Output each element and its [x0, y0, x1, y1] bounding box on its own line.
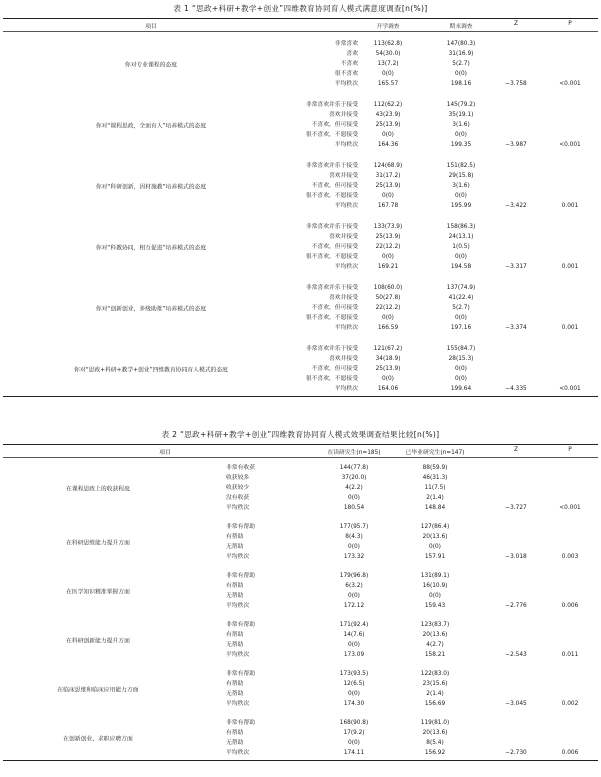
- row-value-col1: 31(17.2): [375, 173, 401, 179]
- row-value-col2: 199.35: [450, 142, 472, 148]
- row-value-col2: 29(15.8): [448, 173, 474, 179]
- row-value-col2: 145(79.2): [446, 102, 476, 108]
- row-p-value: 0.001: [561, 325, 579, 331]
- row-value-col2: 46(31.3): [422, 475, 448, 481]
- table2-header-p: P: [568, 447, 572, 453]
- row-value-col1: 14(7.6): [343, 632, 365, 638]
- row-z-value: −3.018: [505, 554, 527, 560]
- group-label: 你对“思政+科研+教学+创业”四维教育协同育人模式的态度: [74, 367, 228, 374]
- row-value-col1: 179(96.8): [339, 573, 369, 579]
- row-p-value: 0.001: [561, 264, 579, 270]
- row-option: 不喜欢，但可接受: [311, 305, 358, 311]
- row-option: 喜欢并接受: [329, 173, 358, 179]
- row-value-col2: 35(19.1): [448, 112, 474, 118]
- row-value-col2: 0(0): [455, 315, 467, 321]
- table-group: [3, 39, 598, 89]
- group-label: 在科研创新能力提升方面: [66, 638, 130, 645]
- group-label: 你对“创新创业，多级助推”培养模式的态度: [95, 306, 207, 313]
- row-value-col1: 173(93.5): [339, 671, 369, 677]
- table-group: [3, 161, 598, 211]
- table-row: [3, 748, 598, 758]
- table-row: [3, 181, 598, 191]
- row-value-col1: 0(0): [382, 132, 394, 138]
- table-row: [3, 581, 598, 591]
- table-row: [3, 532, 598, 542]
- table2-header-z: Z: [514, 447, 518, 453]
- table-row: [3, 374, 598, 384]
- row-value-col1: 34(18.9): [375, 356, 401, 362]
- row-value-col2: 0(0): [429, 593, 441, 599]
- row-option: 非常喜欢并乐于接受: [305, 346, 358, 352]
- table-group: [3, 100, 598, 150]
- table-row: [3, 728, 598, 738]
- row-option: 非常喜欢并乐于接受: [305, 102, 358, 108]
- row-option: 非常有帮助: [226, 573, 255, 579]
- row-option: 喜欢并接受: [329, 234, 358, 240]
- row-p-value: <0.001: [559, 386, 581, 392]
- table-row: [3, 483, 598, 493]
- table-group: [3, 344, 598, 394]
- row-value-col1: 13(7.2): [377, 61, 399, 67]
- row-value-col2: 119(81.0): [420, 720, 450, 726]
- row-value-col1: 25(13.9): [375, 234, 401, 240]
- row-value-col1: 0(0): [348, 740, 360, 746]
- table1-header-col1: 开学调查: [376, 24, 400, 30]
- row-value-col2: 199.64: [450, 386, 472, 392]
- row-z-value: −4.335: [505, 386, 527, 392]
- row-value-col2: 2(1.4): [426, 691, 444, 697]
- row-value-col1: 177(95.7): [339, 524, 369, 530]
- table-row: [3, 493, 598, 503]
- table-row: [3, 669, 598, 679]
- row-option: 很不喜欢，不愿接受: [305, 132, 358, 138]
- row-p-value: <0.001: [559, 505, 581, 511]
- table1-header-item: 项目: [145, 24, 157, 30]
- row-p-value: <0.001: [559, 142, 581, 148]
- table-group: [3, 669, 598, 709]
- table-row: [3, 354, 598, 364]
- row-value-col1: 6(3.2): [345, 583, 363, 589]
- row-value-col2: 31(16.9): [448, 51, 474, 57]
- table-group: [3, 571, 598, 611]
- table-row: [3, 522, 598, 532]
- row-value-col1: 173.09: [343, 652, 365, 658]
- row-value-col1: 0(0): [382, 71, 394, 77]
- row-value-col1: 22(12.2): [375, 244, 401, 250]
- row-value-col1: 0(0): [348, 691, 360, 697]
- row-value-col1: 43(23.9): [375, 112, 401, 118]
- row-value-col1: 50(27.8): [375, 295, 401, 301]
- table1-header-p: P: [568, 21, 572, 27]
- row-value-col2: 16(10.9): [422, 583, 448, 589]
- table-row: [3, 473, 598, 483]
- row-value-col1: 169.21: [377, 264, 399, 270]
- table2-caption: 表 2 “思政+科研+教学+创业”四维教育协同育人模式效果调查结果比较[n(%)]: [161, 430, 440, 439]
- table-row: [3, 49, 598, 59]
- row-option: 喜欢: [346, 51, 358, 57]
- row-value-col2: 123(83.7): [420, 622, 450, 628]
- row-value-col2: 158(86.3): [446, 224, 476, 230]
- row-value-col2: 88(59.9): [422, 465, 448, 471]
- row-value-col2: 156.92: [424, 750, 446, 756]
- table-row: [3, 364, 598, 374]
- table-row: [3, 293, 598, 303]
- row-value-col2: 159.43: [424, 603, 446, 609]
- group-label: 在临床思维和临床应用能力方面: [57, 687, 139, 694]
- table1-header-rule: [3, 31, 598, 32]
- row-value-col2: 0(0): [455, 71, 467, 77]
- table-row: [3, 689, 598, 699]
- row-option: 无帮助: [226, 740, 244, 746]
- row-option: 非常有帮助: [226, 720, 255, 726]
- row-value-col2: 147(80.3): [446, 41, 476, 47]
- row-value-col1: 54(30.0): [375, 51, 401, 57]
- table-row: [3, 323, 598, 333]
- row-value-col1: 133(73.9): [373, 224, 403, 230]
- group-label: 你对专业课程的态度: [124, 62, 178, 69]
- row-option: 平均秩次: [334, 81, 358, 87]
- table-row: [3, 738, 598, 748]
- row-option: 不喜欢: [340, 61, 358, 67]
- row-z-value: −2.730: [505, 750, 527, 756]
- row-option: 无帮助: [226, 642, 244, 648]
- row-value-col1: 0(0): [348, 495, 360, 501]
- row-value-col2: 156.69: [424, 701, 446, 707]
- row-value-col1: 173.32: [343, 554, 365, 560]
- row-option: 很不喜欢，不愿接受: [305, 193, 358, 199]
- table2-top-rule: [3, 444, 598, 445]
- table-row: [3, 242, 598, 252]
- row-value-col2: 20(13.6): [422, 632, 448, 638]
- table-row: [3, 571, 598, 581]
- table-row: [3, 718, 598, 728]
- row-option: 喜欢并接受: [329, 356, 358, 362]
- table-row: [3, 140, 598, 150]
- row-value-col1: 12(6.5): [343, 681, 365, 687]
- table-group: [3, 283, 598, 333]
- table-group: [3, 620, 598, 660]
- row-value-col2: 155(84.7): [446, 346, 476, 352]
- table-row: [3, 161, 598, 171]
- row-option: 无帮助: [226, 691, 244, 697]
- group-label: 在医学知识精准掌握方面: [66, 589, 130, 596]
- row-option: 喜欢并接受: [329, 112, 358, 118]
- row-value-col1: 0(0): [348, 593, 360, 599]
- table-row: [3, 542, 598, 552]
- table1-header-col2: 期末调查: [449, 24, 473, 30]
- table-group: [3, 718, 598, 758]
- group-label: 你对“科教协同，相互促进”培养模式的态度: [95, 245, 207, 252]
- row-value-col2: 1(0.5): [452, 244, 470, 250]
- table2-header-item: 项目: [159, 450, 171, 456]
- table-group: [3, 522, 598, 562]
- table-row: [3, 552, 598, 562]
- table-row: [3, 222, 598, 232]
- table-row: [3, 120, 598, 130]
- row-option: 平均秩次: [334, 325, 358, 331]
- row-value-col2: 0(0): [455, 193, 467, 199]
- row-value-col1: 25(13.9): [375, 122, 401, 128]
- row-option: 有帮助: [226, 583, 244, 589]
- table-row: [3, 130, 598, 140]
- row-value-col2: 23(15.6): [422, 681, 448, 687]
- table-row: [3, 630, 598, 640]
- row-option: 平均秩次: [226, 750, 250, 756]
- row-value-col1: 0(0): [382, 193, 394, 199]
- row-value-col1: 167.78: [377, 203, 399, 209]
- table-row: [3, 679, 598, 689]
- row-value-col1: 168(90.8): [339, 720, 369, 726]
- table1-top-rule: [3, 18, 598, 19]
- table-row: [3, 303, 598, 313]
- table-row: [3, 344, 598, 354]
- table-row: [3, 463, 598, 473]
- row-value-col2: 2(1.4): [426, 495, 444, 501]
- row-value-col1: 124(68.9): [373, 163, 403, 169]
- row-value-col2: 158.21: [424, 652, 446, 658]
- row-option: 不喜欢，但可接受: [311, 366, 358, 372]
- row-value-col2: 24(13.1): [448, 234, 474, 240]
- row-option: 非常喜欢并乐于接受: [305, 285, 358, 291]
- row-value-col1: 17(9.2): [343, 730, 365, 736]
- row-option: 有帮助: [226, 681, 244, 687]
- table-row: [3, 699, 598, 709]
- row-option: 收获较多: [226, 475, 250, 481]
- row-option: 有帮助: [226, 632, 244, 638]
- row-value-col1: 164.06: [377, 386, 399, 392]
- row-option: 平均秩次: [334, 264, 358, 270]
- table2-header-col2: 已毕业研究生(n=147): [405, 450, 465, 456]
- row-option: 很不喜欢，不愿接受: [305, 315, 358, 321]
- row-option: 平均秩次: [226, 505, 250, 511]
- table-row: [3, 69, 598, 79]
- row-option: 非常喜欢并乐于接受: [305, 163, 358, 169]
- row-value-col1: 174.11: [343, 750, 365, 756]
- row-value-col1: 25(13.9): [375, 366, 401, 372]
- table-row: [3, 591, 598, 601]
- table-row: [3, 232, 598, 242]
- row-option: 平均秩次: [334, 142, 358, 148]
- row-value-col1: 0(0): [348, 544, 360, 550]
- row-option: 有帮助: [226, 534, 244, 540]
- row-option: 平均秩次: [226, 554, 250, 560]
- row-value-col1: 165.57: [377, 81, 399, 87]
- table-row: [3, 384, 598, 394]
- row-value-col1: 8(4.3): [345, 534, 363, 540]
- row-value-col1: 113(62.8): [373, 41, 403, 47]
- row-value-col2: 5(2.7): [452, 305, 470, 311]
- group-label: 你对“课程思政，全面育人”培养模式的态度: [95, 123, 207, 130]
- row-value-col2: 5(2.7): [452, 61, 470, 67]
- row-value-col1: 4(2.2): [345, 485, 363, 491]
- row-value-col2: 0(0): [455, 376, 467, 382]
- table2-header-rule: [3, 457, 598, 458]
- row-z-value: −3.317: [505, 264, 527, 270]
- row-option: 非常有帮助: [226, 622, 255, 628]
- row-value-col2: 0(0): [455, 254, 467, 260]
- row-value-col1: 172.12: [343, 603, 365, 609]
- table-group: [3, 463, 598, 513]
- row-option: 不喜欢，但可接受: [311, 122, 358, 128]
- row-value-col2: 0(0): [455, 132, 467, 138]
- table-group: [3, 222, 598, 272]
- table-row: [3, 39, 598, 49]
- row-value-col2: 8(5.4): [426, 740, 444, 746]
- row-value-col1: 164.36: [377, 142, 399, 148]
- row-option: 非常喜欢并乐于接受: [305, 224, 358, 230]
- row-option: 有帮助: [226, 730, 244, 736]
- row-value-col2: 3(1.6): [452, 183, 470, 189]
- table-row: [3, 171, 598, 181]
- table1-bottom-rule: [3, 396, 598, 397]
- row-option: 平均秩次: [226, 701, 250, 707]
- group-label: 你对“科研创新，因材施教”培养模式的态度: [95, 184, 207, 191]
- row-value-col2: 4(2.7): [426, 642, 444, 648]
- row-value-col1: 25(13.9): [375, 183, 401, 189]
- row-option: 不喜欢，但可接受: [311, 183, 358, 189]
- table-row: [3, 110, 598, 120]
- row-value-col1: 37(20.0): [341, 475, 367, 481]
- table-row: [3, 503, 598, 513]
- row-z-value: −3.374: [505, 325, 527, 331]
- row-value-col2: 122(83.0): [420, 671, 450, 677]
- row-value-col2: 20(13.6): [422, 730, 448, 736]
- row-value-col1: 0(0): [348, 642, 360, 648]
- row-option: 平均秩次: [334, 203, 358, 209]
- group-label: 在课程思政上的收获程度: [66, 486, 130, 493]
- row-p-value: 0.001: [561, 203, 579, 209]
- row-value-col2: 11(7.5): [424, 485, 446, 491]
- row-value-col1: 174.30: [343, 701, 365, 707]
- group-label: 在创新创业、求职应聘方面: [63, 736, 133, 743]
- table-row: [3, 191, 598, 201]
- table-row: [3, 620, 598, 630]
- row-value-col1: 22(12.2): [375, 305, 401, 311]
- row-value-col2: 157.91: [424, 554, 446, 560]
- row-option: 非常有帮助: [226, 524, 255, 530]
- row-value-col2: 20(13.6): [422, 534, 448, 540]
- table-row: [3, 601, 598, 611]
- row-value-col1: 180.54: [343, 505, 365, 511]
- table-row: [3, 252, 598, 262]
- row-p-value: 0.006: [561, 603, 579, 609]
- row-p-value: 0.003: [561, 554, 579, 560]
- row-option: 喜欢并接受: [329, 295, 358, 301]
- row-p-value: 0.011: [561, 652, 579, 658]
- table-row: [3, 313, 598, 323]
- table-row: [3, 59, 598, 69]
- row-value-col2: 3(1.6): [452, 122, 470, 128]
- row-value-col2: 41(22.4): [448, 295, 474, 301]
- table2-bottom-rule: [3, 760, 598, 761]
- row-value-col2: 194.58: [450, 264, 472, 270]
- row-value-col2: 198.16: [450, 81, 472, 87]
- table-row: [3, 640, 598, 650]
- row-value-col1: 121(67.2): [373, 346, 403, 352]
- row-z-value: −3.987: [505, 142, 527, 148]
- row-option: 没有收获: [226, 495, 250, 501]
- table1-caption: 表 1 “思政+科研+教学+创业”四维教育协同育人模式满意度调查[n(%)]: [173, 4, 428, 13]
- row-z-value: −3.727: [505, 505, 527, 511]
- row-p-value: <0.001: [559, 81, 581, 87]
- row-value-col2: 131(89.1): [420, 573, 450, 579]
- row-value-col2: 28(15.3): [448, 356, 474, 362]
- row-p-value: 0.006: [561, 750, 579, 756]
- table-row: [3, 100, 598, 110]
- row-option: 很不喜欢，不愿接受: [305, 254, 358, 260]
- table1-header-z: Z: [514, 21, 518, 27]
- row-z-value: −2.776: [505, 603, 527, 609]
- row-value-col2: 0(0): [455, 366, 467, 372]
- table-row: [3, 650, 598, 660]
- row-value-col2: 137(74.9): [446, 285, 476, 291]
- row-value-col1: 0(0): [382, 254, 394, 260]
- table-row: [3, 262, 598, 272]
- row-z-value: −3.045: [505, 701, 527, 707]
- row-value-col2: 151(82.5): [446, 163, 476, 169]
- table-row: [3, 201, 598, 211]
- row-option: 收获较少: [226, 485, 250, 491]
- row-option: 很不喜欢: [334, 71, 358, 77]
- row-value-col1: 0(0): [382, 315, 394, 321]
- row-option: 平均秩次: [334, 386, 358, 392]
- row-value-col1: 0(0): [382, 376, 394, 382]
- row-option: 非常有收获: [226, 465, 255, 471]
- row-value-col1: 112(62.2): [373, 102, 403, 108]
- table-row: [3, 79, 598, 89]
- row-option: 无帮助: [226, 593, 244, 599]
- row-value-col2: 195.99: [450, 203, 472, 209]
- table2-header-col1: 在读研究生(n=185): [327, 450, 381, 456]
- row-option: 平均秩次: [226, 652, 250, 658]
- row-value-col2: 148.84: [424, 505, 446, 511]
- row-z-value: −3.422: [505, 203, 527, 209]
- table-row: [3, 283, 598, 293]
- row-value-col1: 144(77.8): [339, 465, 369, 471]
- row-option: 很不喜欢，不愿接受: [305, 376, 358, 382]
- row-z-value: −3.758: [505, 81, 527, 87]
- row-option: 非常喜欢: [334, 41, 358, 47]
- row-option: 平均秩次: [226, 603, 250, 609]
- row-option: 不喜欢，但可接受: [311, 244, 358, 250]
- row-value-col1: 171(92.4): [339, 622, 369, 628]
- row-p-value: 0.002: [561, 701, 579, 707]
- row-value-col2: 0(0): [429, 544, 441, 550]
- row-z-value: −2.543: [505, 652, 527, 658]
- row-value-col2: 197.16: [450, 325, 472, 331]
- row-value-col1: 108(60.0): [373, 285, 403, 291]
- row-option: 非常有帮助: [226, 671, 255, 677]
- row-option: 无帮助: [226, 544, 244, 550]
- row-value-col1: 166.59: [377, 325, 399, 331]
- group-label: 在科研思维能力提升方面: [66, 540, 130, 547]
- row-value-col2: 127(86.4): [420, 524, 450, 530]
